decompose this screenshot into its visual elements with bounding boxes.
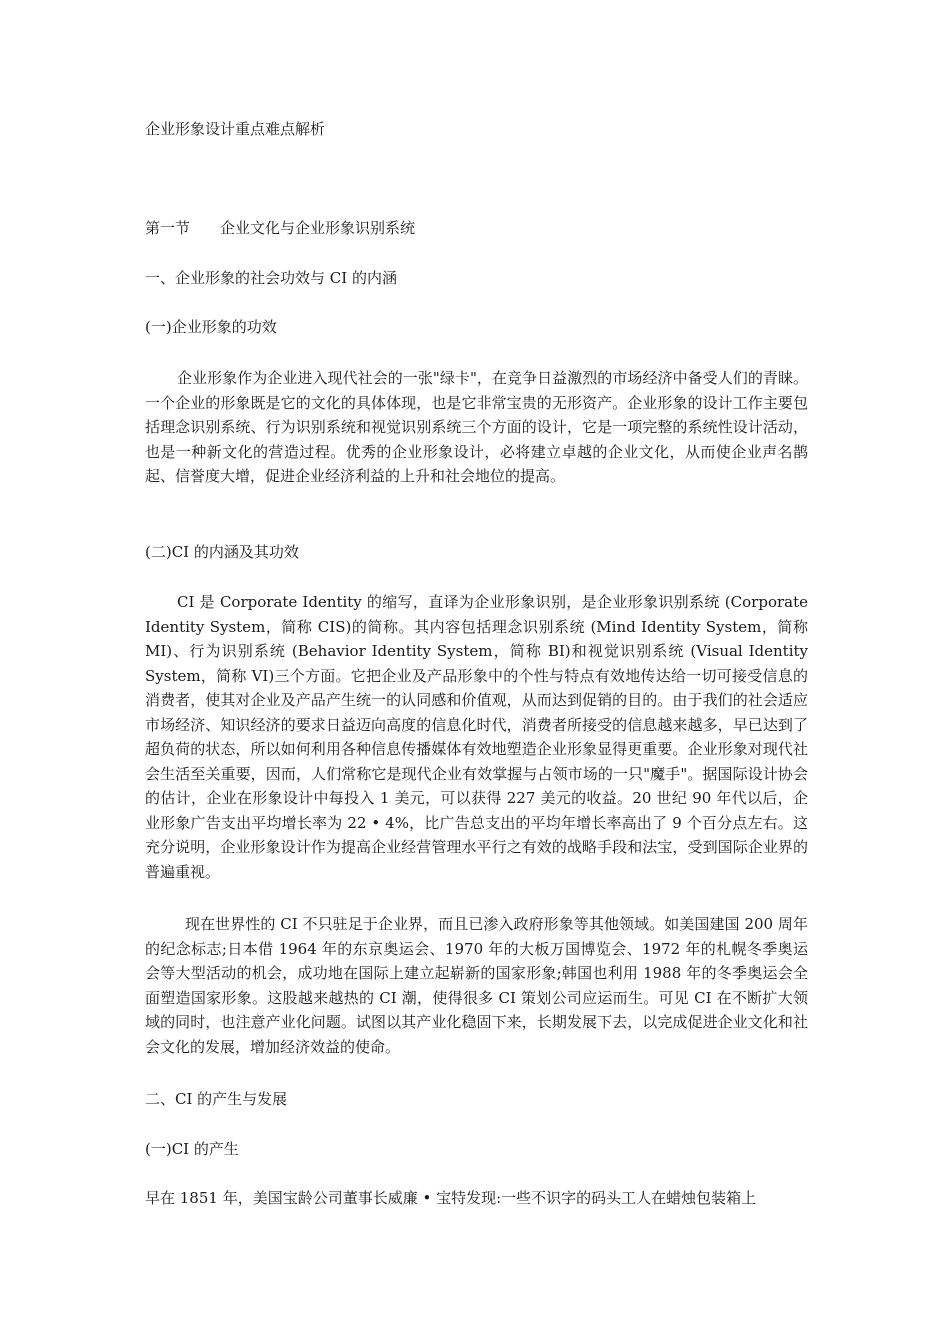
subheading-1-1: (一)企业形象的功效	[145, 318, 277, 336]
heading-1: 一、企业形象的社会功效与 CI 的内涵	[145, 269, 397, 287]
subheading-1-2: (二)CI 的内涵及其功效	[145, 543, 299, 561]
paragraph-2: CI 是 Corporate Identity 的缩写，直译为企业形象识别，是企业形象识别系统 (Corporate Identity System，简称 CIS)的简称。其内容包括理念识别系统 (Mind Identity System，简称 MI)、行为识别系统 (Behavior Identity System，简称 BI)和视觉识别系统 (Visual Identity System，简称 VI)三个方面。它把企业及产品形象中的个性与特点有效地传达给一切可接受信息的消费者，使其对企业及产品产生统一的认同感和价值观，从而达到促销的目的。由于我们的社会适应市场经济、知识经济的要求日益迈向高度的信息化时代，消费者所接受的信息越来越多，早已达到了超负荷的状态，所以如何利用各种信息传播媒体有效地塑造企业形象显得更重要。企业形象对现代社会生活至关重要，因而，人们常称它是现代企业有效掌握与占领市场的一只"魔手"。据国际设计协会的估计，企业在形象设计中每投入 1 美元，可以获得 227 美元的收益。20 世纪 90 年代以后，企业形象广告支出平均增长率为 22 • 4%，比广告总支出的平均年增长率高出了 9 个百分点左右。这充分说明，企业形象设计作为提高企业经营管理水平行之有效的战略手段和法宝，受到国际企业界的普遍重视。	[145, 593, 808, 881]
paragraph-3: 现在世界性的 CI 不只驻足于企业界，而且已渗入政府形象等其他领域。如美国建国 200 周年的纪念标志;日本借 1964 年的东京奥运会、1970 年的大板万国博览会、1972 年的札幌冬季奥运会等大型活动的机会，成功地在国际上建立起崭新的国家形象;韩国也利用 1988 年的冬季奥运会全面塑造国家形象。这股越来越热的 CI 潮，使得很多 CI 策划公司应运而生。可见 CI 在不断扩大领域的同时，也注意产业化问题。试图以其产业化稳固下来，长期发展下去，以完成促进企业文化和社会文化的发展，增加经济效益的使命。	[145, 915, 808, 1056]
subheading-2-1: (一)CI 的产生	[145, 1140, 239, 1158]
section-heading: 第一节 企业文化与企业形象识别系统	[145, 219, 416, 237]
heading-2: 二、CI 的产生与发展	[145, 1090, 288, 1108]
paragraph-1: 企业形象作为企业进入现代社会的一张"绿卡"，在竞争日益激烈的市场经济中备受人们的青睐。一个企业的形象既是它的文化的具体体现，也是它非常宝贵的无形资产。企业形象的设计工作主要包括理念识别系统、行为识别系统和视觉识别系统三个方面的设计，它是一项完整的系统性设计活动，也是一种新文化的营造过程。优秀的企业形象设计，必将建立卓越的企业文化，从而使企业声名鹊起、信誉度大增，促进企业经济利益的上升和社会地位的提高。	[145, 369, 808, 485]
paragraph-4: 早在 1851 年，美国宝龄公司董事长威廉 • 宝特发现:一些不识字的码头工人在蜡烛包装箱上	[145, 1189, 757, 1207]
document-title: 企业形象设计重点难点解析	[145, 120, 326, 138]
